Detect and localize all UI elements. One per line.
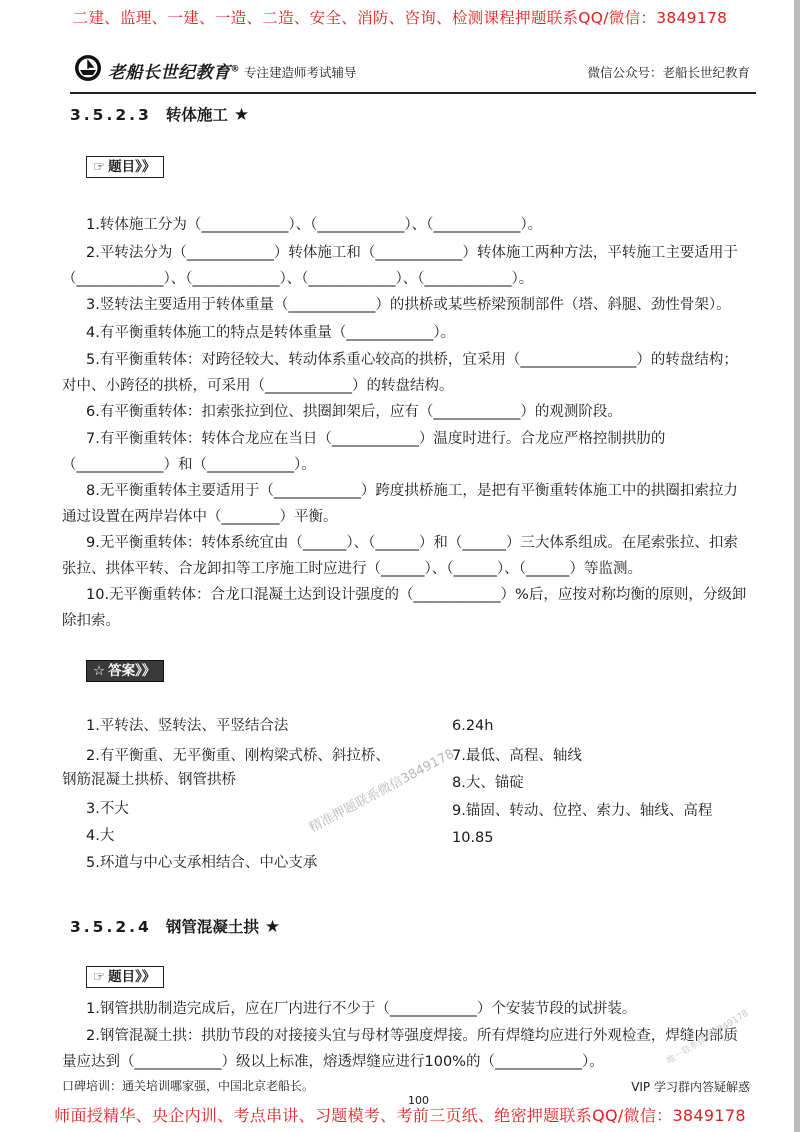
page-number: 100 <box>408 1094 429 1107</box>
section-number: 3.5.2.4 <box>70 918 152 936</box>
question-6: 6.有平衡重转体：扣索张拉到位、拱圈卸架后，应有（____________）的观测阶段。 <box>86 404 622 420</box>
question-tag: ☞ 题目》》 <box>86 156 164 178</box>
hand-icon: ☞ <box>93 969 106 985</box>
answer-line: 钢筋混凝土拱桥、钢管拱桥 <box>62 772 236 788</box>
section-title <box>70 103 249 125</box>
hand-icon: ☞ <box>93 159 106 175</box>
question-1: 1.转体施工分为（____________）、（____________）、（____________）。 <box>86 217 543 233</box>
answer-tag: ☆ 答案》》 <box>86 660 164 682</box>
answer-line: 5.环道与中心支承相结合、中心支承 <box>86 855 318 871</box>
question-4: 4.有平衡重转体施工的特点是转体重量（____________）。 <box>86 325 456 341</box>
section-heading: 转体施工 <box>165 106 228 124</box>
answer-line: 1.平转法、竖转法、平竖结合法 <box>86 718 289 734</box>
question-2: 2.钢管混凝土拱：拱肋节段的对接接头宜与母材等强度焊接。所有焊缝均应进行外观检查，焊缝内部质量应达到（____________）级以上标准，熔透焊缝应进行100%的（____________）。 <box>62 1028 738 1070</box>
answer-line: 10.85 <box>452 830 494 846</box>
brand-tagline: 专注建造师考试辅导 <box>244 65 357 80</box>
question-3: 3.竖转法主要适用于转体重量（____________）的拱桥或某些桥梁预制部件（塔、斜腿、劲性骨架）。 <box>86 297 731 313</box>
section-number: 3.5.2.3 <box>70 106 152 124</box>
star-icon: ★ <box>233 105 250 125</box>
answer-line: 9.锚固、转动、位控、索力、轴线、高程 <box>452 803 713 819</box>
promo-banner-bottom: 师面授精华、央企内训、考点串讲、习题模考、考前三页纸、绝密押题联系QQ/微信：3849178 <box>54 1106 746 1125</box>
section-title <box>70 915 280 937</box>
question-2: 2.平转法分为（____________）转体施工和（____________）转体施工两种方法，平转施工主要适用于（____________）、（____________）、（____________）、（____________）。 <box>62 245 738 287</box>
question-9: 9.无平衡重转体：转体系统宜由（______）、（______）和（______）三大体系组成。在尾索张拉、扣索张拉、拱体平转、合龙卸扣等工序施工时应进行（______）、（______）、（______）等监测。 <box>62 535 738 577</box>
answer-line: 2.有平衡重、无平衡重、刚构梁式桥、斜拉桥、 <box>86 748 390 764</box>
section-heading: 钢管混凝土拱 <box>165 918 259 936</box>
question-8: 8.无平衡重转体主要适用于（____________）跨度拱桥施工，是把有平衡重转体施工中的拱圈扣索拉力通过设置在两岸岩体中（________）平衡。 <box>62 483 738 525</box>
question-5: 5.有平衡重转体：对跨径较大、转动体系重心较高的拱桥，宜采用（________________）的转盘结构；对中、小跨径的拱桥，可采用（____________）的转盘结构。 <box>62 352 738 394</box>
answer-tag-icon: ☆ <box>93 663 106 679</box>
answer-line: 6.24h <box>452 718 494 734</box>
star-icon: ★ <box>264 917 281 937</box>
answer-line: 8.大、锚碇 <box>452 775 524 791</box>
question-1: 1.钢管拱肋制造完成后，应在厂内进行不少于（____________）个安装节段的试拼装。 <box>86 1001 637 1017</box>
page-header <box>70 48 756 94</box>
footer-note: VIP 学习群内答疑解惑 <box>631 1080 750 1094</box>
answer-line: 7.最低、高程、轴线 <box>452 748 582 764</box>
answer-line: 4.大 <box>86 828 115 844</box>
question-10: 10.无平衡重转体：合龙口混凝土达到设计强度的（____________）%后，应按对称均衡的原则，分级卸除扣索。 <box>62 587 747 629</box>
question-tag: ☞ 题目》》 <box>86 966 164 988</box>
ship-logo-icon <box>74 54 102 82</box>
promo-banner-top: 二建、监理、一建、一造、二造、安全、消防、咨询、检测课程押题联系QQ/微信：3849178 <box>72 9 728 27</box>
footer-slogan: 口碑培训：通关培训哪家强，中国北京老船长。 <box>62 1079 315 1093</box>
question-7: 7.有平衡重转体：转体合龙应在当日（____________）温度时进行。合龙应严格控制拱肋的（____________）和（____________）。 <box>62 431 666 473</box>
answer-line: 3.不大 <box>86 801 129 817</box>
brand-name: 老船长世纪教育® <box>108 63 240 83</box>
wechat-account: 微信公众号：老船长世纪教育 <box>587 65 750 80</box>
watermark: 精准押题联系微信3849178 <box>306 746 457 836</box>
watermark: 唯一联系微信3849178 <box>665 1008 751 1067</box>
